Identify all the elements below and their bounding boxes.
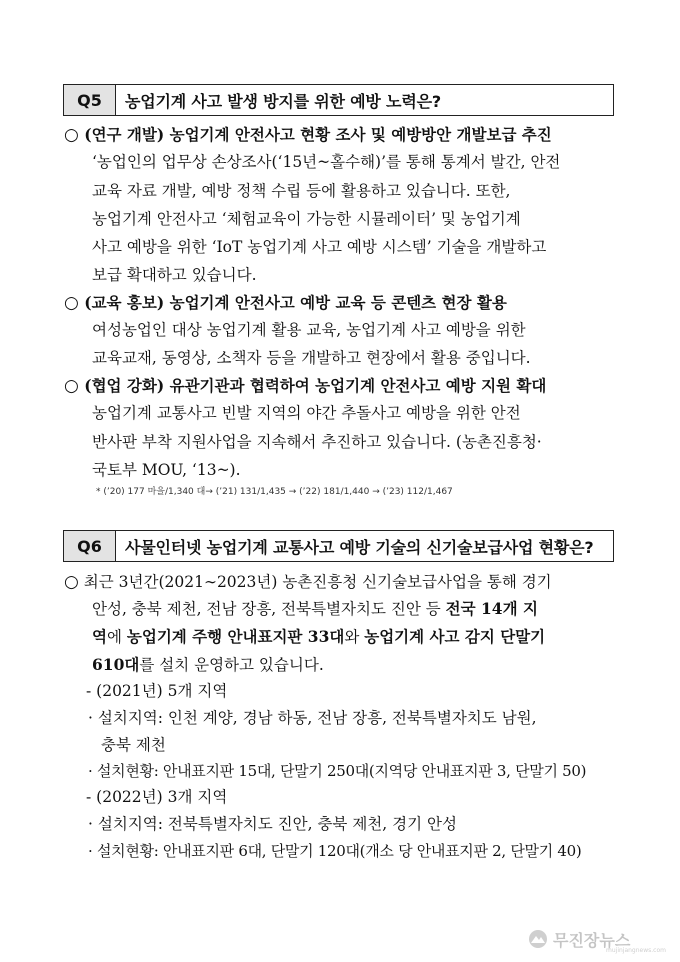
q5-item1-line: 보급 확대하고 있습니다. [92, 266, 257, 284]
q5-item3-heading-line [64, 375, 546, 397]
q6-p1-text: 안성, 충북 제천, 전남 장흥, 전북특별자치도 진안 등 [92, 600, 446, 618]
q6-paragraph-line [64, 571, 552, 593]
q5-item2-heading-line [64, 292, 507, 314]
dot-bullet: · [88, 815, 93, 833]
q5-item1-line: 사고 예방을 위한 ‘IoT 농업기계 사고 예방 시스템’ 기술을 개발하고 [92, 238, 547, 256]
q5-number: Q5 [64, 85, 116, 115]
q6-p1-emphasis: 농업기계 사고 감지 단말기 [364, 627, 546, 646]
q6-2021-sites-cont: 충북 제천 [101, 736, 166, 754]
circle-bullet: ○ [64, 572, 79, 592]
q6-paragraph-line [92, 626, 545, 648]
q5-header-box [63, 84, 614, 116]
q6-p1-line1: 최근 3년간(2021∼2023년) 농촌진흥청 신기술보급사업을 통해 경기 [83, 573, 552, 591]
watermark [528, 925, 666, 954]
q5-footnote: * (’20) 177 마을/1,340 대→ (’21) 131/1,435 → (’22) 181/1,440 → (’23) 112/1,467 [96, 487, 453, 497]
q6-p1-text: 에 [106, 628, 127, 646]
q5-item3-heading: (협업 강화) 유관기관과 협력하여 농업기계 안전사고 예방 지원 확대 [84, 376, 547, 395]
watermark-text: 무진장뉴스 [553, 930, 631, 950]
dot-bullet: · [88, 842, 93, 860]
q6-p1-text: 와 [344, 628, 365, 646]
q6-2022-status: 설치현황: 안내표지판 6대, 단말기 120대(개소 당 안내표지판 2, 단말기 40) [96, 842, 582, 860]
q5-item1-heading-line [64, 124, 552, 146]
q6-header-box [63, 530, 614, 562]
q5-item1-line: ‘농업인의 업무상 손상조사(‘15년~홀수해)’를 통해 통계서 발간, 안전 [92, 153, 561, 171]
q5-item2-line: 교육교재, 동영상, 소책자 등을 개발하고 현장에서 활용 중입니다. [92, 349, 531, 367]
q6-p1-emphasis: 전국 14개 지 [445, 599, 538, 618]
q6-number: Q6 [64, 531, 116, 561]
q6-p1-emphasis: 610대 [92, 655, 140, 674]
mountain-logo-icon [528, 929, 548, 949]
watermark-sub: mujinjangnews.com [606, 947, 666, 954]
circle-bullet: ○ [64, 376, 79, 396]
q6-p1-emphasis: 역 [92, 627, 107, 646]
dot-bullet: · [88, 762, 93, 780]
q5-item3-line: 농업기계 교통사고 빈발 지역의 야간 추돌사고 예방을 위한 안전 [92, 404, 521, 422]
q6-paragraph-line [92, 598, 538, 620]
q5-item3-line: 국토부 MOU, ‘13~). [92, 461, 241, 479]
dot-bullet: · [88, 709, 93, 727]
q6-2022-status-line [88, 840, 581, 862]
q5-item2-line: 여성농업인 대상 농업기계 활용 교육, 농업기계 사고 예방을 위한 [92, 321, 526, 339]
q5-item1-line: 교육 자료 개발, 예방 정책 수립 등에 활용하고 있습니다. 또한, [92, 182, 511, 200]
q5-item3-line: 반사판 부착 지원사업을 지속해서 추진하고 있습니다. (농촌진흥청· [92, 433, 542, 451]
circle-bullet: ○ [64, 125, 79, 145]
q6-2021-sites: 설치지역: 인천 계양, 경남 하동, 전남 장흥, 전북특별자치도 남원, [97, 709, 537, 727]
q6-2021-status-line [88, 760, 586, 782]
q6-2021-header: - (2021년) 5개 지역 [86, 682, 228, 700]
q5-item1-heading: (연구 개발) 농업기계 안전사고 현황 조사 및 예방방안 개발보급 추진 [84, 125, 552, 144]
q6-p1-emphasis: 농업기계 주행 안내표지판 33대 [126, 627, 345, 646]
q6-2021-sites-line [88, 707, 537, 729]
q6-title: 사물인터넷 농업기계 교통사고 예방 기술의 신기술보급사업 현황은? [125, 537, 594, 557]
q6-2021-status: 설치현황: 안내표지판 15대, 단말기 250대(지역당 안내표지판 3, 단말기 50) [96, 762, 587, 780]
circle-bullet: ○ [64, 293, 79, 313]
q6-2022-sites-line [88, 813, 457, 835]
q5-item1-line: 농업기계 안전사고 ‘체험교육이 가능한 시뮬레이터’ 및 농업기계 [92, 210, 521, 228]
q6-p1-text: 를 설치 운영하고 있습니다. [139, 656, 324, 674]
q5-item2-heading: (교육 홍보) 농업기계 안전사고 예방 교육 등 콘텐츠 현장 활용 [84, 293, 507, 312]
q6-paragraph-line [92, 654, 324, 676]
q5-title: 농업기계 사고 발생 방지를 위한 예방 노력은? [125, 91, 441, 111]
q6-2022-sites: 설치지역: 전북특별자치도 진안, 충북 제천, 경기 안성 [97, 815, 457, 833]
q6-2022-header: - (2022년) 3개 지역 [86, 788, 228, 806]
